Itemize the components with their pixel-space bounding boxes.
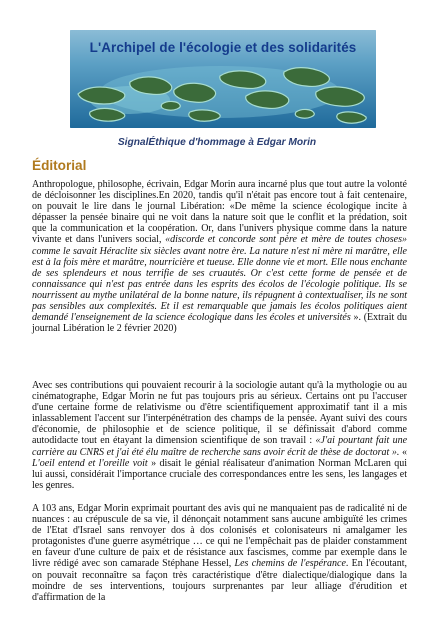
paragraph-3 [32, 503, 407, 603]
p1-text-a: Anthropologue, philosophe, écrivain, Edgar Morin aura incarné plus que tout autre la volonté de décloisonner les disciplines.En 2020, tandis qu'il n'était pas encore tout à fait centenaire, on pouvait le lire dans le journal Libération: «De même la science écologique incite à dépasser la pensée binaire qui ne voit dans la nature soit que le conflit et la prédation, soit que la communication et la coopération. Or, dans l'univers physique comme dans la nature vivante et dans l'univers social, [32, 179, 407, 246]
p1-quote: «discorde et concorde sont père et mère de toutes choses» comme le savait Héraclite six siècles avant notre ère. La nature n'est ni mère ni marâtre, elle est à la fois mère et marâtre, nourricière et tueuse. Elle donne vie et mort. Elle nous enchante de ses splendeurs et nous terrifie de ses cruautés. Or c'est cette forme de pensée et de connaissance qui n'est pas entrée dans les esprits des écolos de l'écologie politique. Ils se nourrissent au mythe unilatéral de la bonne nature, ils répugnent à contextualiser, ils ne sont pas sensibles aux complexités. Et il est remarquable que jamais les écolos politiques aient demandé l'enseignement de la science écologique dans les écoles et universités [32, 234, 408, 324]
banner-title: L'Archipel de l'écologie et des solidarités [89, 40, 357, 55]
section-heading: Éditorial [32, 158, 87, 173]
paragraph-1 [32, 179, 407, 334]
p2-text-e: » disait le génial réalisateur d'animation Norman McLaren qui lui aussi, considérait l'importance cruciale des correspondances entre les sens, les langages et les genres. [32, 457, 407, 491]
p3-text-a: A 103 ans, Edgar Morin exprimait pourtant des avis qui ne manquaient pas de radicalité ni de nuances : au crépuscule de sa vie, il dénonçait notamment sans aucune ambiguïté les crimes de l'Etat d'Israel sans renvoyer dos à dos colonisés et colonisateurs ni amalgamer les protagonistes d'une guerre asymétrique … ce qui ne l'empêchait pas de plaider constamment en faveur d'une culture de paix et de résistance aux fascismes, comme par exemple dans le livre rédigé avec son camarade Stéphane Hessel, [32, 503, 407, 570]
p2-text-c: « [399, 446, 407, 458]
page-subtitle: SignalÉthique d'hommage à Edgar Morin [117, 137, 317, 148]
p3-book-title: Les chemins de l'espérance [234, 558, 346, 570]
banner-image [70, 30, 376, 128]
p2-text-a: Avec ses contributions qui pouvaient recourir à la sociologie autant qu'à la mythologie ou au cinématographe, Edgar Morin ne fut pas toujours pris au sérieux. Certains ont pu l'accuser d'une certaine forme de relativisme ou d'être scientifiquement approximatif tant il a mis inlassablement l'accent sur l'interpénétration des champs de la pensée. Ayant suivi des cours d'économie, de philosophie et de science politique, il se définissait d'abord comme autodidacte tout en étayant la dimension scientifique de son travail : [32, 380, 407, 447]
p3-text-c: . En l'écoutant, on pouvait reconnaître sa façon très caractéristique d'être dialectique/dialogique dans la moindre de ses interventions, toujours surprenantes par leur alliage d'érudition et d'affirmation de la [32, 558, 408, 603]
p1-text-c: ». (Extrait du journal Libération le 2 février 2020) [32, 312, 407, 335]
p2-mclaren-quote: L'oeil entend et l'oreille voit [32, 457, 148, 469]
paragraph-2 [32, 380, 407, 491]
p2-quote: «J'ai pourtant fait une carrière au CNRS et j'ai été élu maître de recherche sans avoir écrit de thèse de doctorat ». [32, 435, 408, 458]
